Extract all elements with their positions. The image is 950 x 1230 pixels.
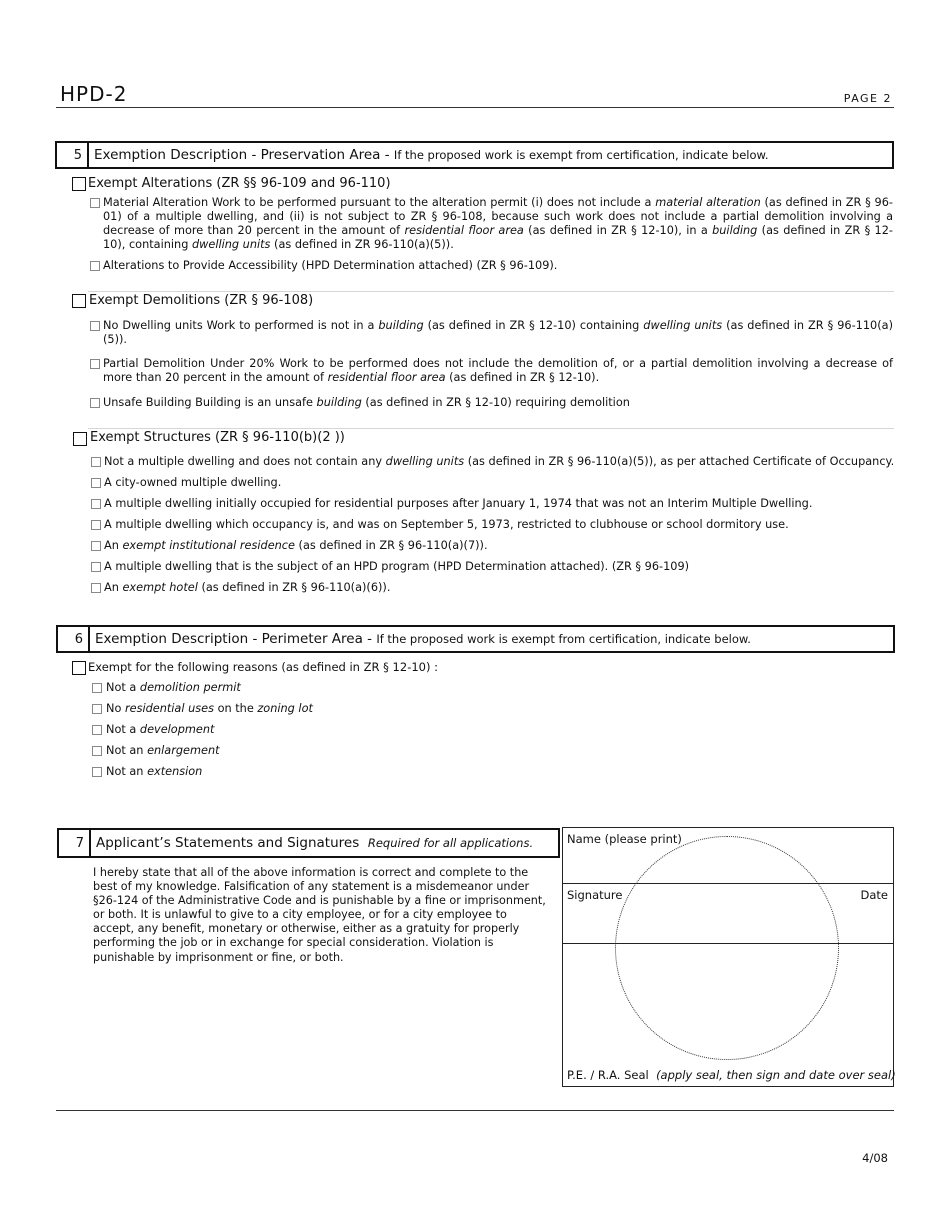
- section-6-title: [90, 631, 751, 647]
- accessibility-text: Alterations to Provide Accessibility (HPD Determination attached) (ZR § 96-109).: [103, 259, 558, 272]
- not-enlargement-checkbox[interactable]: [92, 746, 102, 756]
- signature-label: Signature: [567, 888, 623, 902]
- section-5-title: [89, 147, 769, 163]
- hpd-program-text: A multiple dwelling that is the subject of an HPD program (HPD Determination attached). (ZR § 96-109): [104, 560, 690, 573]
- after-1974-text: A multiple dwelling initially occupied for residential purposes after January 1, 1974 that was not an Interim Multiple Dwelling.: [104, 497, 813, 510]
- page-number: PAGE 2: [843, 92, 892, 105]
- exempt-demolitions-label: Exempt Demolitions (ZR § 96-108): [89, 293, 314, 308]
- divider: [88, 291, 894, 292]
- date-label: Date: [860, 888, 888, 902]
- section-6-number: 6: [58, 627, 90, 651]
- exempt-structures-checkbox[interactable]: [73, 432, 87, 446]
- no-dwelling-units-checkbox[interactable]: [90, 321, 100, 331]
- seal-circle[interactable]: [615, 836, 839, 1060]
- exempt-structures-label: Exempt Structures (ZR § 96-110(b)(2 )): [90, 430, 345, 445]
- revision-date: 4/08: [862, 1151, 888, 1165]
- section-7-subtitle: Required for all applications.: [367, 836, 534, 850]
- not-demolition-permit-checkbox[interactable]: [92, 683, 102, 693]
- not-multiple-dwelling-checkbox[interactable]: [91, 457, 101, 467]
- applicant-statement: I hereby state that all of the above information is correct and complete to the best of my knowledge. Falsification of any statement is a misdemeanor under §26-124 of the Administrative Code and is punishable by a fine or imprisonment, or both. It is unlawful to give to a city employee, or for a city employee to accept, any benefit, monetary or otherwise, either as a gratuity for properly performing the job or in exchange for special consideration. Violation is punishable by imprisonment or fine, or both.: [93, 866, 546, 964]
- unsafe-building-text: Unsafe Building Building is an unsafe building (as defined in ZR § 12-10) requiring demolition: [103, 396, 630, 409]
- section-7-number: 7: [59, 830, 91, 856]
- perimeter-exempt-checkbox[interactable]: [72, 661, 86, 675]
- not-demolition-permit-text: Not a demolition permit: [106, 681, 241, 694]
- section-7-title-text: Applicant’s Statements and Signatures: [96, 835, 360, 851]
- material-alteration-checkbox[interactable]: [90, 198, 100, 208]
- exempt-hotel-checkbox[interactable]: [91, 583, 101, 593]
- not-enlargement-text: Not an enlargement: [106, 744, 220, 757]
- partial-demolition-text: Partial Demolition Under 20% Work to be performed does not include the demolition of, or a partial demolition involving a decrease of more than 20 percent in the amount of residential floor area (as defined in ZR § 12-10).: [103, 357, 893, 384]
- section-6-title-text: Exemption Description - Perimeter Area -: [95, 631, 377, 647]
- no-residential-uses-checkbox[interactable]: [92, 704, 102, 714]
- header-rule: [56, 107, 894, 108]
- exempt-demolitions-checkbox[interactable]: [72, 294, 86, 308]
- section-5-number: 5: [57, 143, 89, 167]
- footer-rule: [56, 1110, 894, 1111]
- signature-divider: [563, 883, 893, 884]
- city-owned-checkbox[interactable]: [91, 478, 101, 488]
- institutional-residence-checkbox[interactable]: [91, 541, 101, 551]
- exempt-hotel-text: An exempt hotel (as defined in ZR § 96-110(a)(6)).: [104, 581, 391, 594]
- partial-demolition-checkbox[interactable]: [90, 359, 100, 369]
- name-label: Name (please print): [567, 832, 682, 846]
- divider: [88, 428, 894, 429]
- section-7-header: [57, 828, 560, 858]
- section-6-subtitle: If the proposed work is exempt from certification, indicate below.: [376, 632, 751, 646]
- section-5-subtitle: If the proposed work is exempt from certification, indicate below.: [393, 148, 769, 162]
- material-alteration-text: Material Alteration Work to be performed pursuant to the alteration permit (i) does not include a material alteration (as defined in ZR § 96-01) of a multiple dwelling, and (ii) is not subject to ZR § 96-108, because such work does not include a partial demolition involving a decrease of more than 20 percent in the amount of residential floor area (as defined in ZR § 12-10), in a building (as defined in ZR § 12-10), containing dwelling units (as defined in ZR 96-110(a)(5)).: [103, 196, 894, 251]
- not-development-checkbox[interactable]: [92, 725, 102, 735]
- section-6-header: [56, 625, 895, 653]
- exempt-alterations-label: Exempt Alterations (ZR §§ 96-109 and 96-110): [88, 176, 391, 191]
- not-multiple-dwelling-text: Not a multiple dwelling and does not contain any dwelling units (as defined in ZR § 96-110(a)(5)), as per attached Certificate of Occupancy.: [104, 455, 895, 468]
- signature-divider: [563, 943, 893, 944]
- form-id: HPD-2: [60, 82, 128, 106]
- section-5-title-text: Exemption Description - Preservation Area -: [94, 147, 394, 163]
- unsafe-building-checkbox[interactable]: [90, 398, 100, 408]
- hpd-program-checkbox[interactable]: [91, 562, 101, 572]
- clubhouse-checkbox[interactable]: [91, 520, 101, 530]
- section-5-header: [55, 141, 894, 169]
- no-residential-uses-text: No residential uses on the zoning lot: [106, 702, 313, 715]
- accessibility-checkbox[interactable]: [90, 261, 100, 271]
- institutional-residence-text: An exempt institutional residence (as defined in ZR § 96-110(a)(7)).: [104, 539, 488, 552]
- city-owned-text: A city-owned multiple dwelling.: [104, 476, 282, 489]
- seal-label: P.E. / R.A. Seal (apply seal, then sign and date over seal): [567, 1068, 896, 1082]
- not-development-text: Not a development: [106, 723, 215, 736]
- exempt-alterations-checkbox[interactable]: [72, 177, 86, 191]
- perimeter-exempt-label: Exempt for the following reasons (as defined in ZR § 12-10) :: [88, 660, 438, 674]
- no-dwelling-units-text: No Dwelling units Work to performed is not in a building (as defined in ZR § 12-10) containing dwelling units (as defined in ZR § 96-110(a)(5)).: [103, 319, 893, 346]
- not-extension-text: Not an extension: [106, 765, 203, 778]
- signature-box: [562, 827, 894, 1087]
- after-1974-checkbox[interactable]: [91, 499, 101, 509]
- not-extension-checkbox[interactable]: [92, 767, 102, 777]
- clubhouse-text: A multiple dwelling which occupancy is, and was on September 5, 1973, restricted to clubhouse or school dormitory use.: [104, 518, 789, 531]
- section-7-title: [91, 835, 533, 851]
